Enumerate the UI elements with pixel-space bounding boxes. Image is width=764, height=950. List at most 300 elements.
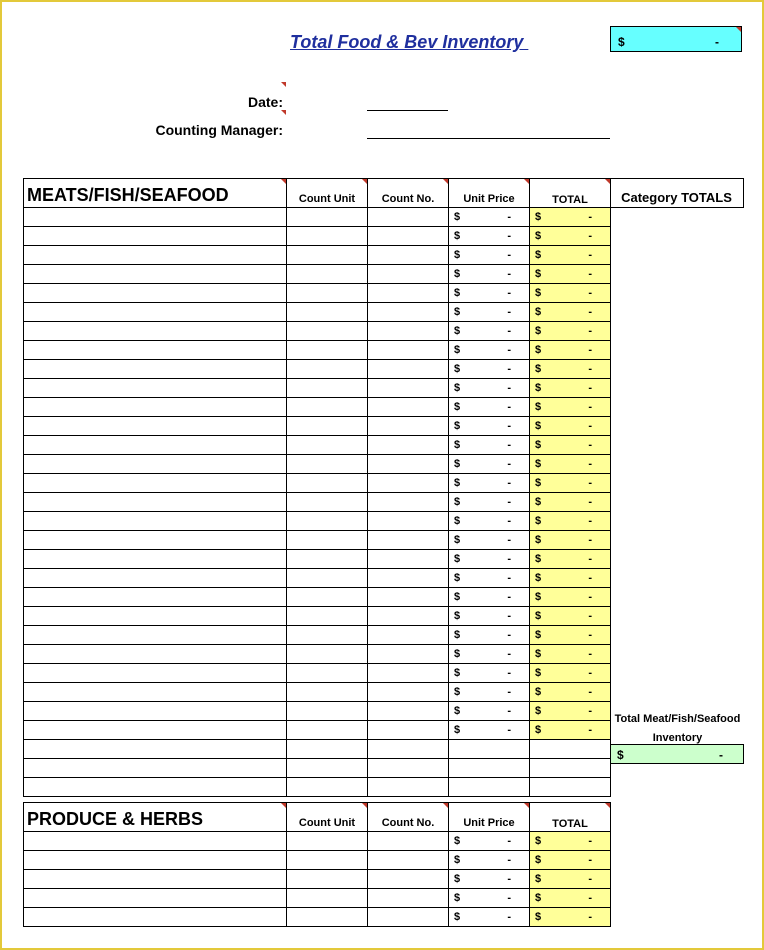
amount-value: - — [588, 420, 592, 432]
item-name-cell[interactable] — [24, 683, 287, 702]
item-name-cell[interactable] — [24, 512, 287, 531]
item-name-cell[interactable] — [24, 870, 287, 889]
unit-price-cell[interactable] — [449, 702, 530, 721]
grand-total-cell[interactable] — [610, 26, 742, 52]
item-name-cell[interactable] — [24, 474, 287, 493]
counting-manager-field[interactable] — [367, 138, 610, 139]
currency-symbol: $ — [454, 477, 461, 489]
count-unit-cell[interactable] — [287, 908, 368, 927]
total-cell[interactable] — [530, 664, 611, 683]
meats-fish-seafood-table — [23, 178, 611, 797]
count-no-cell[interactable] — [368, 322, 449, 341]
total-cell[interactable] — [530, 360, 611, 379]
count-no-cell[interactable] — [368, 265, 449, 284]
table-row — [24, 512, 611, 531]
count-no-cell[interactable] — [368, 303, 449, 322]
total-cell[interactable] — [530, 531, 611, 550]
currency-symbol: $ — [454, 854, 461, 866]
amount-value: - — [507, 211, 511, 223]
item-name-cell[interactable] — [24, 322, 287, 341]
total-cell[interactable] — [530, 284, 611, 303]
currency-symbol: $ — [535, 382, 542, 394]
amount-value: - — [507, 591, 511, 603]
item-name-cell[interactable] — [24, 569, 287, 588]
total-cell[interactable] — [530, 889, 611, 908]
total-cell[interactable] — [530, 436, 611, 455]
count-no-cell[interactable] — [368, 626, 449, 645]
count-no-cell[interactable] — [368, 740, 449, 759]
count-no-cell[interactable] — [368, 493, 449, 512]
currency-symbol: $ — [454, 553, 461, 565]
item-name-cell[interactable] — [24, 227, 287, 246]
item-name-cell[interactable] — [24, 778, 287, 797]
count-unit-cell[interactable] — [287, 474, 368, 493]
count-no-cell[interactable] — [368, 436, 449, 455]
count-no-cell[interactable] — [368, 702, 449, 721]
total-cell[interactable] — [530, 702, 611, 721]
count-no-cell[interactable] — [368, 607, 449, 626]
table-row — [24, 645, 611, 664]
item-name-cell[interactable] — [24, 284, 287, 303]
currency-symbol: $ — [454, 873, 461, 885]
unit-price-cell[interactable] — [449, 208, 530, 227]
table-row — [24, 398, 611, 417]
total-cell[interactable] — [530, 607, 611, 626]
unit-price-cell[interactable] — [449, 832, 530, 851]
comment-indicator — [605, 803, 610, 808]
total-cell[interactable] — [530, 227, 611, 246]
section-title: MEATS/FISH/SEAFOOD — [24, 179, 287, 208]
amount-value: - — [588, 835, 592, 847]
total-cell[interactable] — [530, 740, 611, 759]
total-cell[interactable] — [530, 455, 611, 474]
comment-indicator — [443, 179, 448, 184]
count-no-cell[interactable] — [368, 832, 449, 851]
count-no-cell[interactable] — [368, 778, 449, 797]
count-no-cell[interactable] — [368, 512, 449, 531]
item-name-cell[interactable] — [24, 721, 287, 740]
count-unit-header: Count Unit — [287, 179, 368, 208]
count-unit-cell[interactable] — [287, 759, 368, 778]
total-header: TOTAL — [530, 803, 611, 832]
item-name-cell[interactable] — [24, 588, 287, 607]
unit-price-cell[interactable] — [449, 303, 530, 322]
currency-symbol: $ — [454, 344, 461, 356]
unit-price-cell[interactable] — [449, 550, 530, 569]
item-name-cell[interactable] — [24, 740, 287, 759]
item-name-cell[interactable] — [24, 550, 287, 569]
unit-price-cell[interactable] — [449, 607, 530, 626]
total-cell[interactable] — [530, 778, 611, 797]
total-cell[interactable] — [530, 870, 611, 889]
unit-price-cell[interactable] — [449, 851, 530, 870]
item-name-cell[interactable] — [24, 436, 287, 455]
item-name-cell[interactable] — [24, 455, 287, 474]
count-no-cell[interactable] — [368, 284, 449, 303]
currency-symbol: $ — [454, 382, 461, 394]
count-no-cell[interactable] — [368, 721, 449, 740]
unit-price-cell[interactable] — [449, 417, 530, 436]
count-unit-cell[interactable] — [287, 702, 368, 721]
count-unit-cell[interactable] — [287, 284, 368, 303]
amount-value: - — [588, 705, 592, 717]
unit-price-cell[interactable] — [449, 360, 530, 379]
currency-symbol: $ — [535, 854, 542, 866]
count-unit-cell[interactable] — [287, 246, 368, 265]
total-header: TOTAL — [530, 179, 611, 208]
amount-value: - — [507, 835, 511, 847]
item-name-cell[interactable] — [24, 759, 287, 778]
currency-symbol: $ — [535, 686, 542, 698]
currency-symbol: $ — [454, 439, 461, 451]
amount-value: - — [507, 911, 511, 923]
count-unit-cell[interactable] — [287, 398, 368, 417]
amount-value: - — [507, 705, 511, 717]
count-unit-cell[interactable] — [287, 512, 368, 531]
total-cell[interactable] — [530, 721, 611, 740]
table-row — [24, 908, 611, 927]
currency-symbol: $ — [535, 249, 542, 261]
item-name-cell[interactable] — [24, 908, 287, 927]
total-cell[interactable] — [530, 569, 611, 588]
total-cell[interactable] — [530, 208, 611, 227]
amount-value: - — [507, 458, 511, 470]
item-name-cell[interactable] — [24, 341, 287, 360]
count-no-cell[interactable] — [368, 550, 449, 569]
amount-value: - — [588, 496, 592, 508]
unit-price-cell[interactable] — [449, 227, 530, 246]
blank-row — [24, 778, 611, 797]
table-row — [24, 303, 611, 322]
item-name-cell[interactable] — [24, 360, 287, 379]
currency-symbol: $ — [454, 911, 461, 923]
item-name-cell[interactable] — [24, 607, 287, 626]
count-no-cell[interactable] — [368, 759, 449, 778]
currency-symbol: $ — [454, 705, 461, 717]
total-cell[interactable] — [530, 379, 611, 398]
comment-indicator — [443, 803, 448, 808]
amount-value: - — [507, 724, 511, 736]
item-name-cell[interactable] — [24, 889, 287, 908]
count-no-cell[interactable] — [368, 645, 449, 664]
unit-price-cell[interactable] — [449, 512, 530, 531]
item-name-cell[interactable] — [24, 531, 287, 550]
currency-symbol: $ — [535, 553, 542, 565]
total-cell[interactable] — [530, 683, 611, 702]
currency-symbol: $ — [454, 363, 461, 375]
unit-price-cell[interactable] — [449, 265, 530, 284]
count-unit-cell[interactable] — [287, 341, 368, 360]
amount-value: - — [507, 344, 511, 356]
count-no-cell[interactable] — [368, 455, 449, 474]
total-cell[interactable] — [530, 303, 611, 322]
unit-price-cell[interactable] — [449, 626, 530, 645]
amount-value: - — [588, 591, 592, 603]
amount-value: - — [507, 892, 511, 904]
count-unit-cell[interactable] — [287, 721, 368, 740]
count-no-cell[interactable] — [368, 474, 449, 493]
unit-price-cell[interactable] — [449, 493, 530, 512]
unit-price-cell[interactable] — [449, 683, 530, 702]
amount-value: - — [507, 496, 511, 508]
currency-symbol: $ — [535, 873, 542, 885]
table-row — [24, 208, 611, 227]
count-no-cell[interactable] — [368, 398, 449, 417]
currency-symbol: $ — [535, 629, 542, 641]
item-name-cell[interactable] — [24, 493, 287, 512]
item-name-cell[interactable] — [24, 398, 287, 417]
currency-symbol: $ — [454, 629, 461, 641]
table-row — [24, 832, 611, 851]
total-cell[interactable] — [530, 341, 611, 360]
grand-total-value: - — [715, 35, 719, 49]
count-unit-cell[interactable] — [287, 379, 368, 398]
amount-value: - — [507, 382, 511, 394]
currency-symbol: $ — [454, 420, 461, 432]
count-no-cell[interactable] — [368, 360, 449, 379]
unit-price-cell[interactable] — [449, 246, 530, 265]
item-name-cell[interactable] — [24, 645, 287, 664]
currency-symbol: $ — [535, 534, 542, 546]
date-field[interactable] — [367, 110, 448, 111]
count-unit-cell[interactable] — [287, 607, 368, 626]
currency-symbol: $ — [535, 911, 542, 923]
table-row — [24, 550, 611, 569]
table-row — [24, 702, 611, 721]
page-title: Total Food & Bev Inventory — [290, 32, 529, 52]
currency-symbol: $ — [454, 610, 461, 622]
meats-total-currency: $ — [617, 748, 624, 762]
amount-value: - — [507, 401, 511, 413]
count-unit-cell[interactable] — [287, 227, 368, 246]
currency-symbol: $ — [535, 835, 542, 847]
currency-symbol: $ — [535, 648, 542, 660]
count-unit-cell[interactable] — [287, 832, 368, 851]
unit-price-cell[interactable] — [449, 379, 530, 398]
item-name-cell[interactable] — [24, 303, 287, 322]
unit-price-cell[interactable] — [449, 398, 530, 417]
count-unit-cell[interactable] — [287, 417, 368, 436]
count-no-cell[interactable] — [368, 569, 449, 588]
currency-symbol: $ — [535, 363, 542, 375]
currency-symbol: $ — [535, 306, 542, 318]
count-unit-cell[interactable] — [287, 889, 368, 908]
unit-price-cell[interactable] — [449, 778, 530, 797]
total-cell[interactable] — [530, 493, 611, 512]
total-cell[interactable] — [530, 265, 611, 284]
unit-price-cell[interactable] — [449, 588, 530, 607]
currency-symbol: $ — [535, 477, 542, 489]
count-no-cell[interactable] — [368, 889, 449, 908]
currency-symbol: $ — [454, 515, 461, 527]
unit-price-cell[interactable] — [449, 436, 530, 455]
count-no-cell[interactable] — [368, 870, 449, 889]
table-row — [24, 683, 611, 702]
table-row — [24, 227, 611, 246]
count-unit-cell[interactable] — [287, 626, 368, 645]
count-no-cell[interactable] — [368, 664, 449, 683]
total-cell[interactable] — [530, 398, 611, 417]
count-no-cell[interactable] — [368, 417, 449, 436]
amount-value: - — [588, 911, 592, 923]
item-name-cell[interactable] — [24, 851, 287, 870]
amount-value: - — [588, 268, 592, 280]
total-cell[interactable] — [530, 759, 611, 778]
item-name-cell[interactable] — [24, 417, 287, 436]
currency-symbol: $ — [535, 892, 542, 904]
total-cell[interactable] — [530, 474, 611, 493]
currency-symbol: $ — [454, 591, 461, 603]
currency-symbol: $ — [454, 458, 461, 470]
count-unit-cell[interactable] — [287, 265, 368, 284]
total-cell[interactable] — [530, 417, 611, 436]
count-unit-cell[interactable] — [287, 645, 368, 664]
item-name-cell[interactable] — [24, 664, 287, 683]
total-cell[interactable] — [530, 832, 611, 851]
currency-symbol: $ — [535, 572, 542, 584]
currency-symbol: $ — [454, 572, 461, 584]
total-cell[interactable] — [530, 626, 611, 645]
comment-indicator — [524, 179, 529, 184]
amount-value: - — [507, 515, 511, 527]
count-no-cell[interactable] — [368, 379, 449, 398]
total-cell[interactable] — [530, 512, 611, 531]
amount-value: - — [588, 287, 592, 299]
meats-total-label-line2: Inventory — [652, 732, 703, 744]
total-cell[interactable] — [530, 322, 611, 341]
unit-price-cell[interactable] — [449, 759, 530, 778]
count-unit-cell[interactable] — [287, 740, 368, 759]
amount-value: - — [507, 873, 511, 885]
count-unit-cell[interactable] — [287, 683, 368, 702]
currency-symbol: $ — [535, 724, 542, 736]
amount-value: - — [588, 325, 592, 337]
amount-value: - — [507, 306, 511, 318]
unit-price-cell[interactable] — [449, 721, 530, 740]
unit-price-cell[interactable] — [449, 908, 530, 927]
count-unit-cell[interactable] — [287, 778, 368, 797]
amount-value: - — [507, 439, 511, 451]
table-row — [24, 341, 611, 360]
count-unit-cell[interactable] — [287, 322, 368, 341]
amount-value: - — [507, 363, 511, 375]
amount-value: - — [588, 477, 592, 489]
unit-price-cell[interactable] — [449, 569, 530, 588]
comment-indicator — [281, 110, 286, 115]
amount-value: - — [588, 873, 592, 885]
amount-value: - — [507, 610, 511, 622]
amount-value: - — [588, 211, 592, 223]
section-header-row — [24, 803, 611, 832]
count-unit-cell[interactable] — [287, 208, 368, 227]
count-unit-cell[interactable] — [287, 588, 368, 607]
currency-symbol: $ — [454, 892, 461, 904]
table-row — [24, 721, 611, 740]
unit-price-cell[interactable] — [449, 531, 530, 550]
amount-value: - — [588, 401, 592, 413]
count-unit-cell[interactable] — [287, 493, 368, 512]
table-row — [24, 284, 611, 303]
amount-value: - — [507, 648, 511, 660]
currency-symbol: $ — [535, 287, 542, 299]
table-row — [24, 474, 611, 493]
count-unit-header: Count Unit — [287, 803, 368, 832]
unit-price-cell[interactable] — [449, 870, 530, 889]
count-unit-cell[interactable] — [287, 455, 368, 474]
item-name-cell[interactable] — [24, 379, 287, 398]
total-cell[interactable] — [530, 645, 611, 664]
count-no-cell[interactable] — [368, 208, 449, 227]
item-name-cell[interactable] — [24, 832, 287, 851]
unit-price-cell[interactable] — [449, 889, 530, 908]
item-name-cell[interactable] — [24, 208, 287, 227]
unit-price-cell[interactable] — [449, 341, 530, 360]
meats-category-total[interactable] — [610, 744, 744, 764]
count-no-cell[interactable] — [368, 531, 449, 550]
table-row — [24, 664, 611, 683]
count-unit-cell[interactable] — [287, 436, 368, 455]
blank-row — [24, 759, 611, 778]
count-unit-cell[interactable] — [287, 360, 368, 379]
count-no-cell[interactable] — [368, 588, 449, 607]
item-name-cell[interactable] — [24, 246, 287, 265]
currency-symbol: $ — [535, 230, 542, 242]
section-title: PRODUCE & HERBS — [24, 803, 287, 832]
total-cell[interactable] — [530, 851, 611, 870]
table-row — [24, 246, 611, 265]
count-unit-cell[interactable] — [287, 870, 368, 889]
unit-price-cell[interactable] — [449, 284, 530, 303]
unit-price-cell[interactable] — [449, 645, 530, 664]
unit-price-cell[interactable] — [449, 474, 530, 493]
comment-indicator — [362, 179, 367, 184]
amount-value: - — [507, 572, 511, 584]
currency-symbol: $ — [535, 401, 542, 413]
unit-price-cell[interactable] — [449, 322, 530, 341]
count-no-cell[interactable] — [368, 908, 449, 927]
total-cell[interactable] — [530, 246, 611, 265]
total-cell[interactable] — [530, 588, 611, 607]
count-unit-cell[interactable] — [287, 531, 368, 550]
count-no-cell[interactable] — [368, 246, 449, 265]
unit-price-cell[interactable] — [449, 664, 530, 683]
item-name-cell[interactable] — [24, 702, 287, 721]
item-name-cell[interactable] — [24, 265, 287, 284]
count-unit-cell[interactable] — [287, 550, 368, 569]
count-unit-cell[interactable] — [287, 303, 368, 322]
count-unit-cell[interactable] — [287, 664, 368, 683]
category-totals-header: Category TOTALS — [610, 178, 744, 208]
count-no-cell[interactable] — [368, 683, 449, 702]
currency-symbol: $ — [454, 287, 461, 299]
amount-value: - — [507, 268, 511, 280]
count-no-cell[interactable] — [368, 227, 449, 246]
table-row — [24, 379, 611, 398]
count-no-cell[interactable] — [368, 341, 449, 360]
grand-total-currency: $ — [618, 35, 625, 49]
count-unit-cell[interactable] — [287, 569, 368, 588]
unit-price-cell[interactable] — [449, 455, 530, 474]
currency-symbol: $ — [535, 211, 542, 223]
total-cell[interactable] — [530, 908, 611, 927]
total-cell[interactable] — [530, 550, 611, 569]
unit-price-cell[interactable] — [449, 740, 530, 759]
meats-total-label — [611, 710, 744, 748]
item-name-cell[interactable] — [24, 626, 287, 645]
count-no-header: Count No. — [368, 803, 449, 832]
count-no-cell[interactable] — [368, 851, 449, 870]
count-unit-cell[interactable] — [287, 851, 368, 870]
